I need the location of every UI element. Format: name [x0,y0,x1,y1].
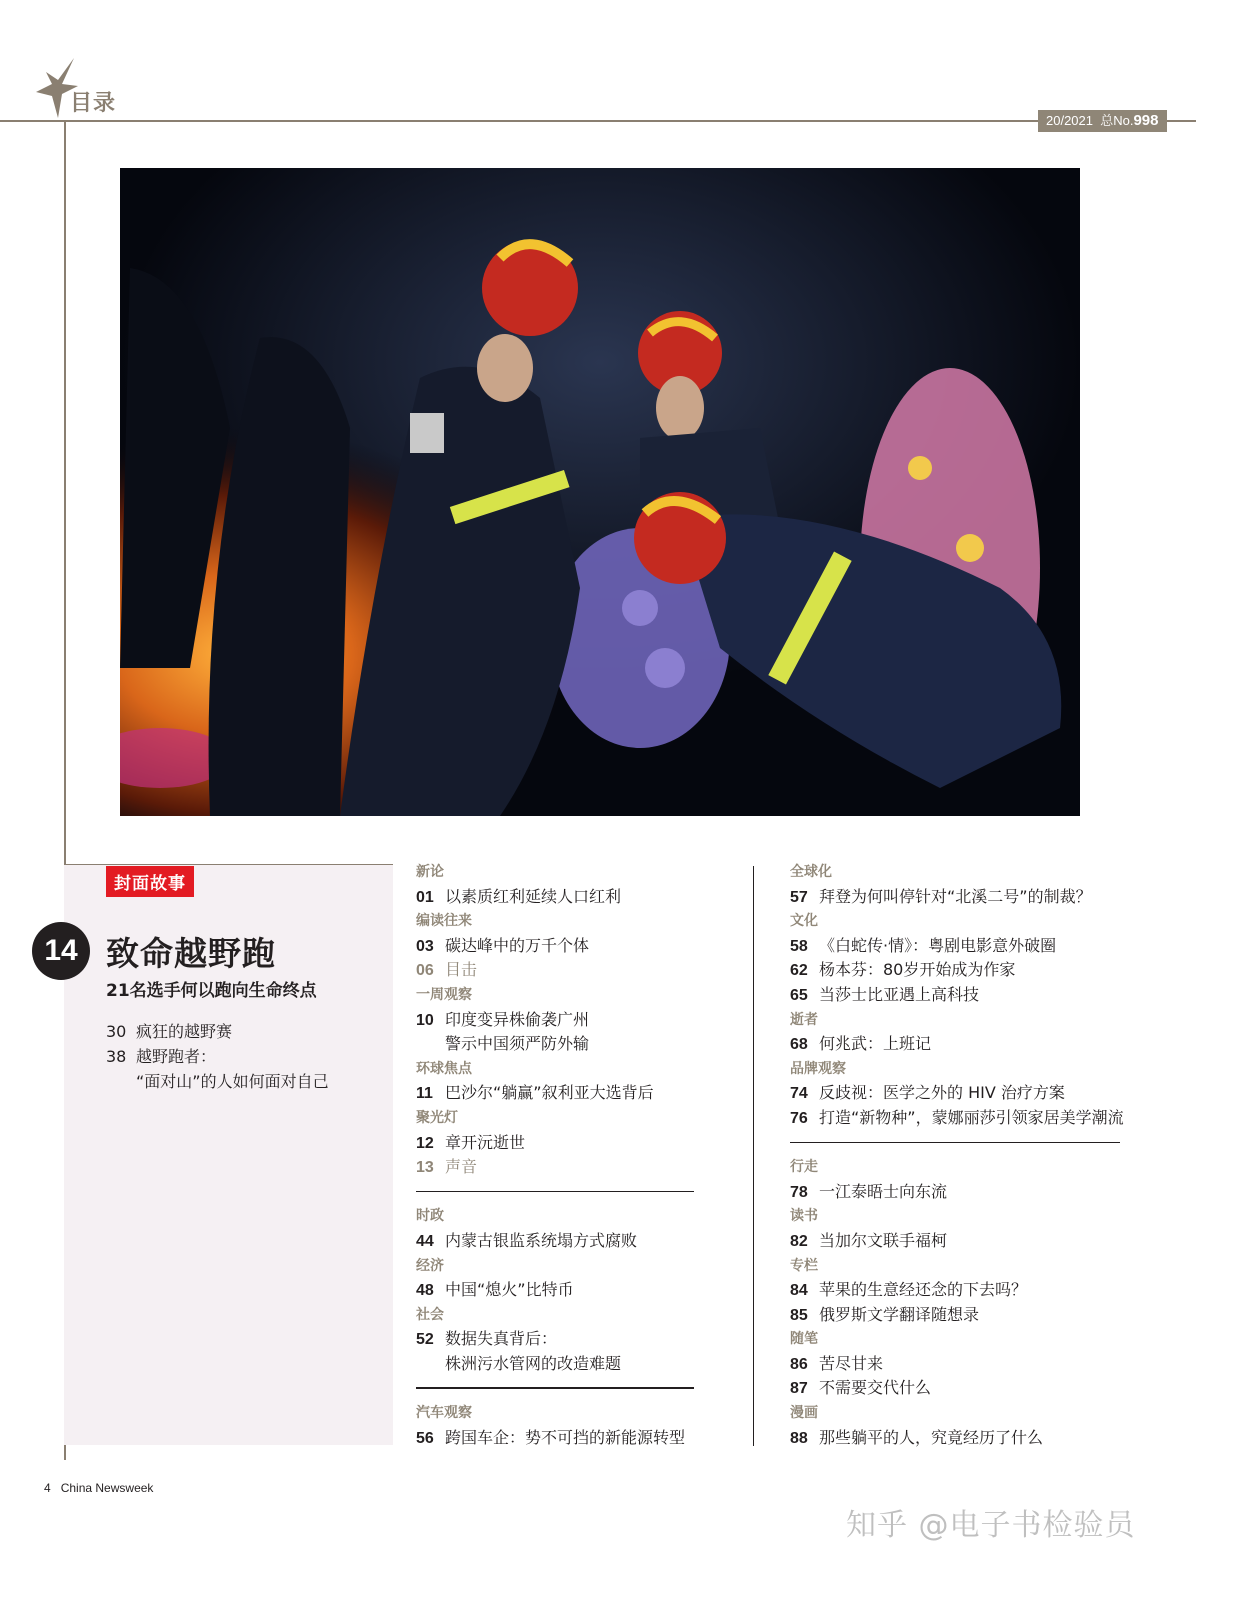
toc-entry-title: 以素质红利延续人口红利 [445,886,622,906]
toc-section-heading: 一周观察 [416,986,472,1003]
toc-entry[interactable] [790,983,1120,1008]
toc-entry-title: 反歧视：医学之外的 HIV 治疗方案 [819,1083,1065,1103]
toc-entry-title: 章开沅逝世 [445,1132,526,1152]
toc-entry[interactable] [416,1426,694,1451]
toc-section-heading: 新论 [416,864,444,880]
toc-entry-title: 一江泰晤士向东流 [819,1181,948,1201]
toc-divider [790,1131,1120,1156]
toc-entry[interactable] [790,1106,1124,1131]
toc-entry-title: 警示中国须严防外输 [445,1034,590,1054]
toc-entry[interactable] [790,1229,1120,1254]
toc-entry-title: 苹果的生意经还念的下去吗？ [819,1280,1028,1300]
toc-section-heading: 时政 [416,1208,444,1225]
toc-divider [416,1376,694,1401]
toc-entry[interactable] [416,1155,694,1180]
toc-entry-title: 跨国车企：势不可挡的新能源转型 [445,1427,686,1447]
toc-entry[interactable] [790,1303,1120,1328]
toc-entry-title: 株洲污水管网的改造难题 [445,1353,622,1373]
toc-section-heading: 汽车观察 [416,1405,472,1422]
toc-page-number: 11 [416,1085,433,1103]
toc-entry-title: 苦尽甘来 [819,1353,884,1373]
toc-entry[interactable] [416,885,694,910]
toc-entry-title: 杨本芬：80岁开始成为作家 [819,960,1016,980]
cover-story-item[interactable] [106,1069,329,1092]
toc-entry[interactable] [416,1008,694,1033]
toc-section-heading: 随笔 [790,1331,818,1348]
toc-page-number: 01 [416,888,434,906]
cover-photo [120,168,1080,816]
cover-story-subtitle: 21名选手何以跑向生命终点 [106,981,317,1001]
toc-page-number: 74 [790,1085,808,1103]
toc-page-number: 88 [790,1429,808,1447]
toc-entry[interactable] [416,1327,694,1352]
toc-entry-title: 内蒙古银监系统塌方式腐败 [445,1230,638,1250]
cover-story-item[interactable] [106,1044,216,1067]
toc-entry[interactable] [416,1278,694,1303]
toc-entry[interactable] [790,934,1120,959]
toc-page-number: 58 [790,937,808,955]
toc-entry-title: 俄罗斯文学翻译随想录 [819,1304,980,1324]
issue-total-number: 998 [1133,112,1159,129]
issue-date: 20/2021 [1046,113,1093,128]
toc-page-number: 86 [790,1355,808,1373]
toc-page-number: 85 [790,1306,808,1324]
toc-page-number: 10 [416,1011,434,1029]
cover-story-title[interactable]: 致命越野跑 [106,934,276,973]
zhihu-watermark: 知乎 @电子书检验员 [846,1508,1136,1543]
toc-entry[interactable] [790,1081,1120,1106]
toc-page-number: 62 [790,962,808,980]
cover-story-page-number[interactable]: 14 [32,922,90,980]
toc-entry[interactable] [790,1376,1120,1401]
toc-entry-title: 《白蛇传·情》：粤剧电影意外破圈 [819,935,1057,955]
cover-item-page: 30 [106,1022,127,1041]
toc-section-heading: 漫画 [790,1405,818,1422]
cover-item-title: “面对山”的人如何面对自己 [136,1072,329,1091]
toc-entry[interactable] [790,958,1120,983]
toc-entry-title: 印度变异株偷袭广州 [445,1009,590,1029]
toc-entry-continuation[interactable] [416,1032,694,1057]
toc-section-heading: 编读往来 [416,913,472,930]
toc-entry-title: 那些躺平的人，究竟经历了什么 [819,1427,1044,1447]
toc-page-number: 87 [790,1380,808,1398]
toc-page-number: 76 [790,1109,808,1127]
toc-entry-title: 不需要交代什么 [819,1378,932,1398]
toc-entry[interactable] [790,1278,1120,1303]
toc-column-middle [416,860,694,1450]
toc-page-number: 84 [790,1282,808,1300]
toc-column-right [790,860,1124,1450]
cover-story-item[interactable] [106,1019,232,1042]
toc-entry[interactable] [790,1426,1120,1451]
toc-page-number: 12 [416,1134,434,1152]
toc-entry[interactable] [416,1131,694,1156]
toc-entry-title: 当加尔文联手福柯 [819,1230,948,1250]
cover-story-tag: 封面故事 [106,866,194,897]
toc-page-number: 03 [416,937,434,955]
toc-entry-title: 声音 [445,1157,478,1177]
toc-section-heading: 读书 [790,1208,818,1225]
column-divider [753,866,754,1446]
toc-section-heading: 全球化 [790,864,832,880]
toc-entry-title: 中国“熄火”比特币 [445,1280,574,1300]
toc-entry-title: 打造“新物种”，蒙娜丽莎引领家居美学潮流 [819,1107,1124,1127]
toc-entry-title: 目击 [445,960,478,980]
toc-page-number: 44 [416,1232,434,1250]
toc-entry-continuation[interactable] [416,1352,694,1377]
toc-divider [416,1180,694,1205]
page-title: 目录 [70,91,117,116]
toc-section-heading: 行走 [790,1159,818,1176]
toc-page-number: 56 [416,1429,434,1447]
toc-page-number: 65 [790,986,808,1004]
cover-item-page: 38 [106,1047,127,1066]
toc-entry[interactable] [790,1352,1120,1377]
toc-entry[interactable] [790,1180,1120,1205]
toc-entry[interactable] [790,885,1120,910]
toc-page-number: 82 [790,1232,808,1250]
toc-page-number: 48 [416,1282,434,1300]
toc-section-heading: 品牌观察 [790,1060,846,1077]
toc-section-heading: 文化 [790,913,818,930]
toc-section-heading: 逝者 [790,1011,818,1028]
toc-page-number: 52 [416,1331,434,1349]
toc-entry-title: 巴沙尔“躺赢”叙利亚大选背后 [445,1083,654,1103]
toc-entry[interactable] [416,1229,694,1254]
toc-section-heading: 聚光灯 [416,1109,458,1126]
issue-badge [1038,110,1167,132]
issue-total-label: 总No. [1100,113,1134,128]
toc-entry-title: 数据失真背后： [445,1329,558,1349]
toc-entry[interactable] [416,958,694,983]
footer-folio [44,1481,153,1495]
toc-page-number: 13 [416,1159,434,1177]
cover-item-title: 越野跑者： [136,1047,217,1066]
toc-section-heading: 环球焦点 [416,1060,472,1077]
toc-entry[interactable] [416,934,694,959]
toc-entry[interactable] [416,1081,694,1106]
footer-magazine-name: China Newsweek [60,1481,154,1495]
toc-entry-title: 当莎士比亚遇上高科技 [819,984,980,1004]
cover-item-title: 疯狂的越野赛 [136,1022,233,1041]
toc-page-number: 78 [790,1183,808,1201]
header-rule [0,120,1196,122]
toc-page-number: 06 [416,962,434,980]
toc-page-number: 68 [790,1036,808,1054]
toc-entry-title: 何兆武：上班记 [819,1034,932,1054]
toc-section-heading: 社会 [416,1306,444,1323]
toc-entry[interactable] [790,1032,1120,1057]
toc-section-heading: 专栏 [790,1257,818,1274]
toc-page-number: 57 [790,888,808,906]
toc-section-heading: 经济 [416,1257,444,1274]
toc-entry-title: 拜登为何叫停针对“北溪二号”的制裁？ [819,886,1092,906]
footer-page-number: 4 [44,1481,51,1495]
toc-entry-title: 碳达峰中的万千个体 [445,935,590,955]
